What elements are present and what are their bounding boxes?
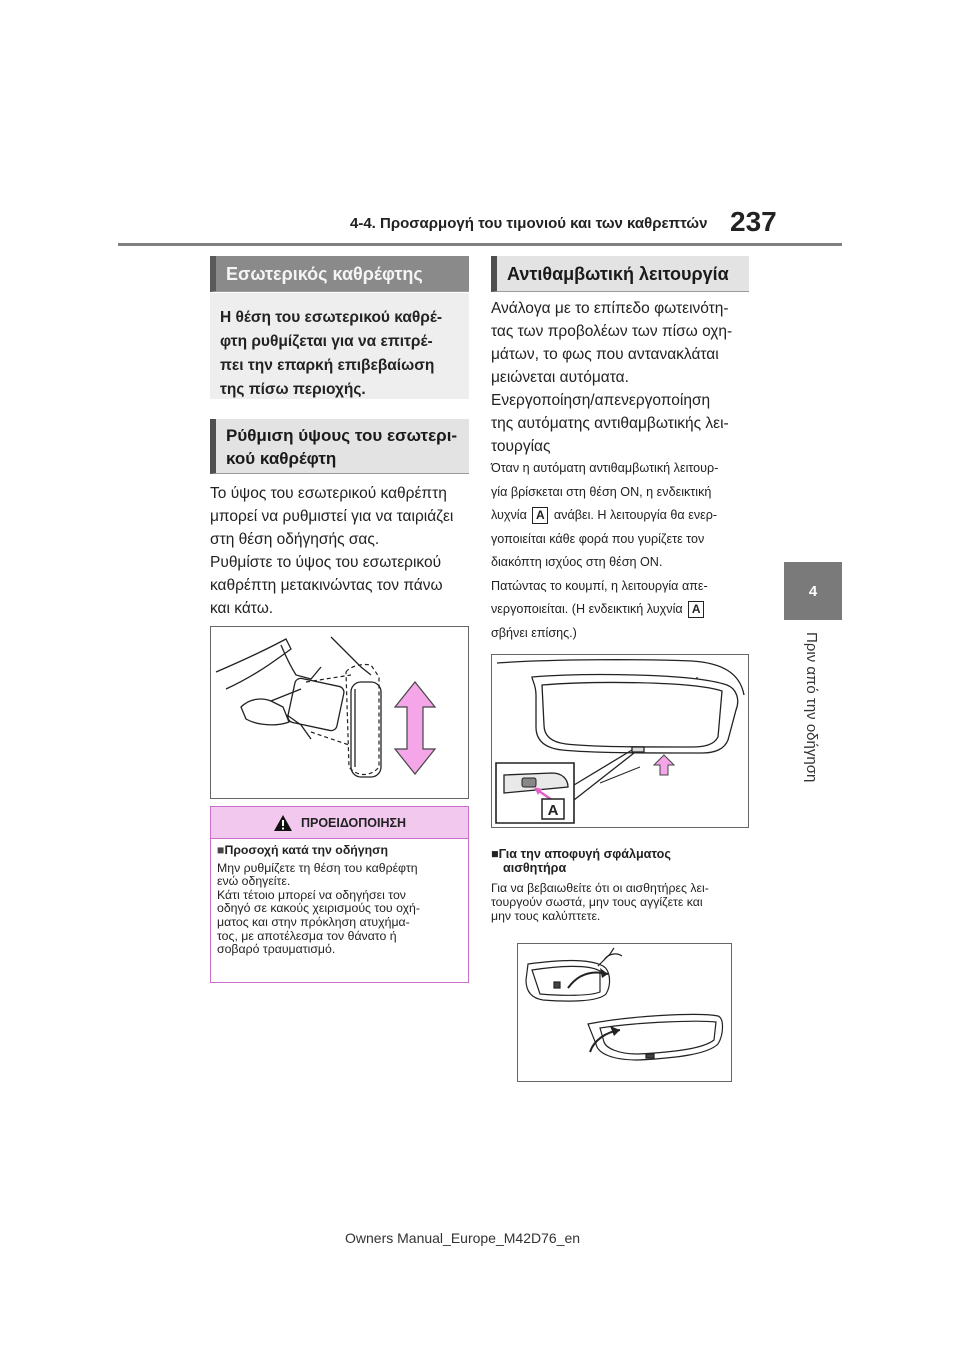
- anti-glare-note: Όταν η αυτόματη αντιθαμβωτική λειτουρ- γία βρίσκεται στη θέση ON, η ενδεικτική λυχνία A ανάβει. Η λειτουργία θα ενερ- γοποιείται κάθε φορά που γυρίζετε τον διακόπτη ισχύος στη θέση ON. Πατώντας το κουμπί, η λειτουργία απε- νεργοποιείται. (Η ενδεικτική λυχνία A σβήνει επίσης.): [491, 461, 719, 640]
- callout-a-label: A: [547, 802, 559, 819]
- warning-triangle-icon: [273, 814, 293, 832]
- mirror-height-illustration: [211, 627, 468, 798]
- section-title-interior-mirror: Εσωτερικός καθρέφτης: [210, 256, 469, 292]
- intro-line: Η θέση του εσωτερικού καθρέ-: [220, 309, 443, 326]
- warning-title: ΠΡΟΕΙΔΟΠΟΙΗΣΗ: [300, 815, 407, 830]
- sensor-note-title: ■Για την αποφυγή σφάλματος αισθητήρα: [491, 847, 671, 875]
- anti-glare-illustration: [492, 655, 748, 827]
- anti-glare-body: Ανάλογα με το επίπεδο φωτεινότη- τας των προβολέων των πίσω οχη- μάτων, το φως που αντανακλάται μειώνεται αυτόματα. Ενεργοποίηση/απενεργοποίηση της αυτόματης αντιθαμβωτικής λει- τουργίας: [491, 300, 733, 455]
- sensor-note: [491, 847, 766, 923]
- warning-line: Μην ρυθμίζετε τη θέση του καθρέφτη: [217, 860, 418, 875]
- warning-line: Κάτι τέτοιο μπορεί να οδηγήσει τον: [217, 887, 406, 902]
- sensor-note-line: τουργούν σωστά, μην τους αγγίζετε και: [491, 895, 703, 909]
- label-a-badge: A: [688, 601, 704, 618]
- page-number: 237: [730, 206, 777, 237]
- warning-subtitle: ■Προσοχή κατά την οδήγηση: [217, 843, 389, 857]
- chapter-title: 4-4. Προσαρμογή του τιμονιού και των καθρεπτών: [350, 215, 708, 232]
- chapter-tab-number: 4: [808, 582, 818, 600]
- intro-box: [210, 293, 469, 399]
- chapter-tab-label: Πριν από την οδήγηση: [803, 632, 820, 783]
- sensor-note-line: μην τους καλύπτετε.: [491, 909, 601, 923]
- warning-line: σοβαρό τραυματισμό.: [217, 942, 336, 957]
- warning-line: ματος και στην πρόκληση ατυχήμα-: [217, 914, 410, 929]
- warning-line: τος, με αποτέλεσμα τον θάνατο ή: [217, 928, 397, 943]
- intro-line: της πίσω περιοχής.: [220, 381, 366, 398]
- section-title-anti-glare: Αντιθαμβωτική λειτουργία: [491, 256, 749, 292]
- height-adjust-body: Το ύψος του εσωτερικού καθρέπτη μπορεί να ρυθμιστεί για να ταιριάζει στη θέση οδήγησής σας. Ρυθμίστε το ύψος του εσωτερικού καθρέπτη μετακινώντας τον πάνω και κάτω.: [210, 485, 454, 617]
- subsection-title-height-adjust: Ρύθμιση ύψους του εσωτερι- κού καθρέφτη: [210, 419, 469, 474]
- up-arrow-icon: [654, 755, 674, 775]
- intro-line: πει την επαρκή επιβεβαίωση: [220, 357, 435, 374]
- warning-header: [211, 807, 468, 839]
- label-a-badge: A: [532, 507, 548, 524]
- warning-box: [210, 806, 469, 983]
- footer-manual-id: Owners Manual_Europe_M42D76_en: [345, 1230, 581, 1246]
- warning-line: ενώ οδηγείτε.: [217, 874, 291, 889]
- sensor-illustration: [518, 944, 731, 1081]
- sensor-note-line: Για να βεβαιωθείτε ότι οι αισθητήρες λει-: [491, 881, 709, 895]
- sensor-figure: [517, 943, 732, 1082]
- header-rule: [118, 243, 842, 246]
- intro-line: φτη ρυθμίζεται για να επιτρέ-: [220, 333, 433, 350]
- mirror-height-figure: [210, 626, 469, 799]
- chapter-tab[interactable]: [784, 562, 842, 620]
- anti-glare-figure: [491, 654, 749, 828]
- warning-line: οδηγό σε κακούς χειρισμούς του οχή-: [217, 901, 420, 916]
- up-down-arrow-icon: [395, 682, 435, 774]
